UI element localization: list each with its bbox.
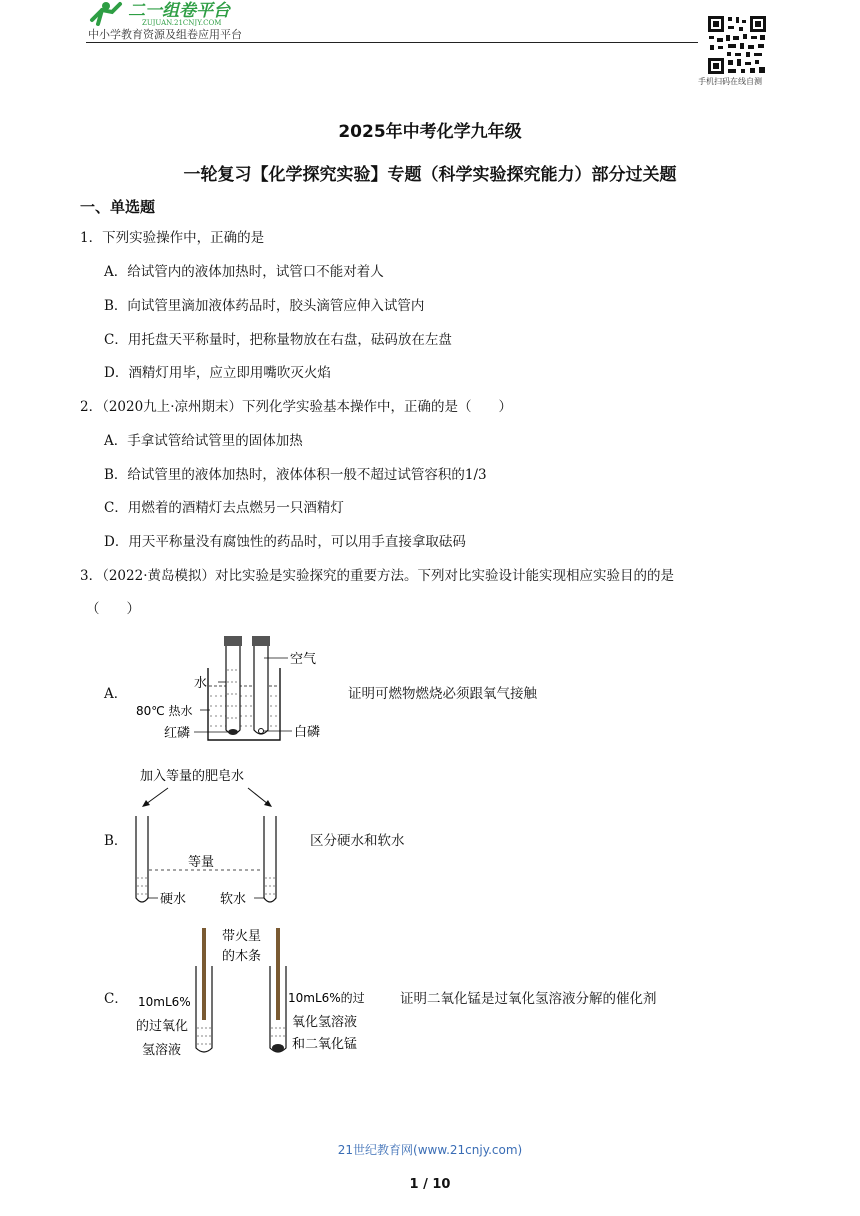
label-left-2: 的过氧化	[136, 1019, 189, 1034]
question-3-option-c-letter: C．	[104, 991, 128, 1007]
question-1-option-a: A．给试管内的液体加热时，试管口不能对着人	[104, 264, 384, 280]
question-3-option-b-letter: B．	[104, 833, 128, 849]
logo-text: 二一组卷平台	[128, 1, 230, 21]
label-splint-1: 带火星	[222, 929, 262, 944]
page-number: 1 / 10	[409, 1177, 451, 1192]
label-air: 空气	[290, 652, 317, 667]
label-hard-water: 硬水	[160, 892, 187, 907]
label-right-1: 10mL6%的过	[288, 991, 365, 1005]
label-soap-water: 加入等量的肥皂水	[140, 769, 245, 784]
question-3-option-c-desc: 证明二氧化锰是过氧化氢溶液分解的催化剂	[400, 991, 657, 1007]
question-1-option-c: C．用托盘天平称量时，把称量物放在右盘，砝码放在左盘	[104, 332, 452, 348]
header-divider	[86, 42, 698, 43]
doc-title-line2: 一轮复习【化学探究实验】专题（科学实验探究能力）部分过关题	[183, 165, 677, 185]
label-left-3: 氢溶液	[142, 1043, 182, 1058]
hard-soft-water-diagram	[130, 760, 290, 912]
question-3-option-a-letter: A．	[104, 686, 128, 702]
label-equal: 等量	[188, 855, 215, 870]
qr-code-icon[interactable]	[706, 14, 768, 76]
platform-logo	[86, 0, 286, 26]
qr-caption: 手机扫码在线自测	[698, 77, 762, 86]
question-3-option-a-desc: 证明可燃物燃烧必须跟氧气接触	[348, 686, 537, 702]
label-hot-water: 80℃ 热水	[136, 704, 193, 718]
question-2-option-d: D．用天平称量没有腐蚀性的药品时，可以用手直接拿取砝码	[104, 534, 466, 550]
question-2-option-a: A．手拿试管给试管里的固体加热	[104, 433, 303, 449]
question-1-option-b: B．向试管里滴加液体药品时，胶头滴管应伸入试管内	[104, 298, 425, 314]
label-splint-2: 的木条	[222, 949, 262, 964]
question-3-stem-cont: （ ）	[86, 601, 140, 617]
right-splint	[276, 928, 280, 1020]
label-left-1: 10mL6%	[138, 995, 191, 1009]
question-3-option-b-desc: 区分硬水和软水	[310, 833, 405, 849]
red-phosphorus-sample	[228, 729, 238, 735]
logo-subtext: ZUJUAN.21CNJY.COM	[142, 19, 222, 26]
right-stopper	[252, 636, 270, 646]
question-2-option-b: B．给试管里的液体加热时，液体体积一般不超过试管容积的1/3	[104, 467, 487, 483]
left-stopper	[224, 636, 242, 646]
label-water: 水	[194, 676, 208, 691]
doc-title-line1: 2025年中考化学九年级	[338, 122, 522, 142]
question-1-stem: 1．下列实验操作中，正确的是	[80, 230, 265, 246]
combustion-experiment-diagram	[130, 630, 340, 746]
left-arrow-icon	[142, 800, 150, 807]
platform-tagline: 中小学教育资源及组卷应用平台	[88, 28, 242, 41]
footer-source-link[interactable]: 21世纪教育网(www.21cnjy.com)	[337, 1143, 523, 1157]
left-splint	[202, 928, 206, 1020]
question-2-option-c: C．用燃着的酒精灯去点燃另一只酒精灯	[104, 500, 344, 516]
question-1-option-d: D．酒精灯用毕，应立即用嘴吹灭火焰	[104, 365, 331, 381]
catalyst-experiment-diagram	[132, 920, 392, 1062]
label-right-3: 和二氧化锰	[292, 1037, 358, 1052]
runner-logo-icon	[92, 2, 120, 24]
section-heading: 一、单选题	[80, 198, 156, 216]
label-red-phosphorus: 红磷	[164, 726, 191, 741]
question-2-stem: 2．（2020九上·凉州期末）下列化学实验基本操作中，正确的是（ ）	[80, 399, 512, 415]
label-white-phosphorus: 白磷	[294, 725, 321, 740]
right-arrow-icon	[264, 800, 272, 807]
manganese-dioxide-sample	[272, 1044, 284, 1052]
question-3-stem: 3．（2022·黄岛模拟）对比实验是实验探究的重要方法。下列对比实验设计能实现相应实验目的的是	[80, 568, 674, 584]
label-soft-water: 软水	[220, 892, 247, 907]
label-right-2: 氧化氢溶液	[292, 1015, 358, 1030]
